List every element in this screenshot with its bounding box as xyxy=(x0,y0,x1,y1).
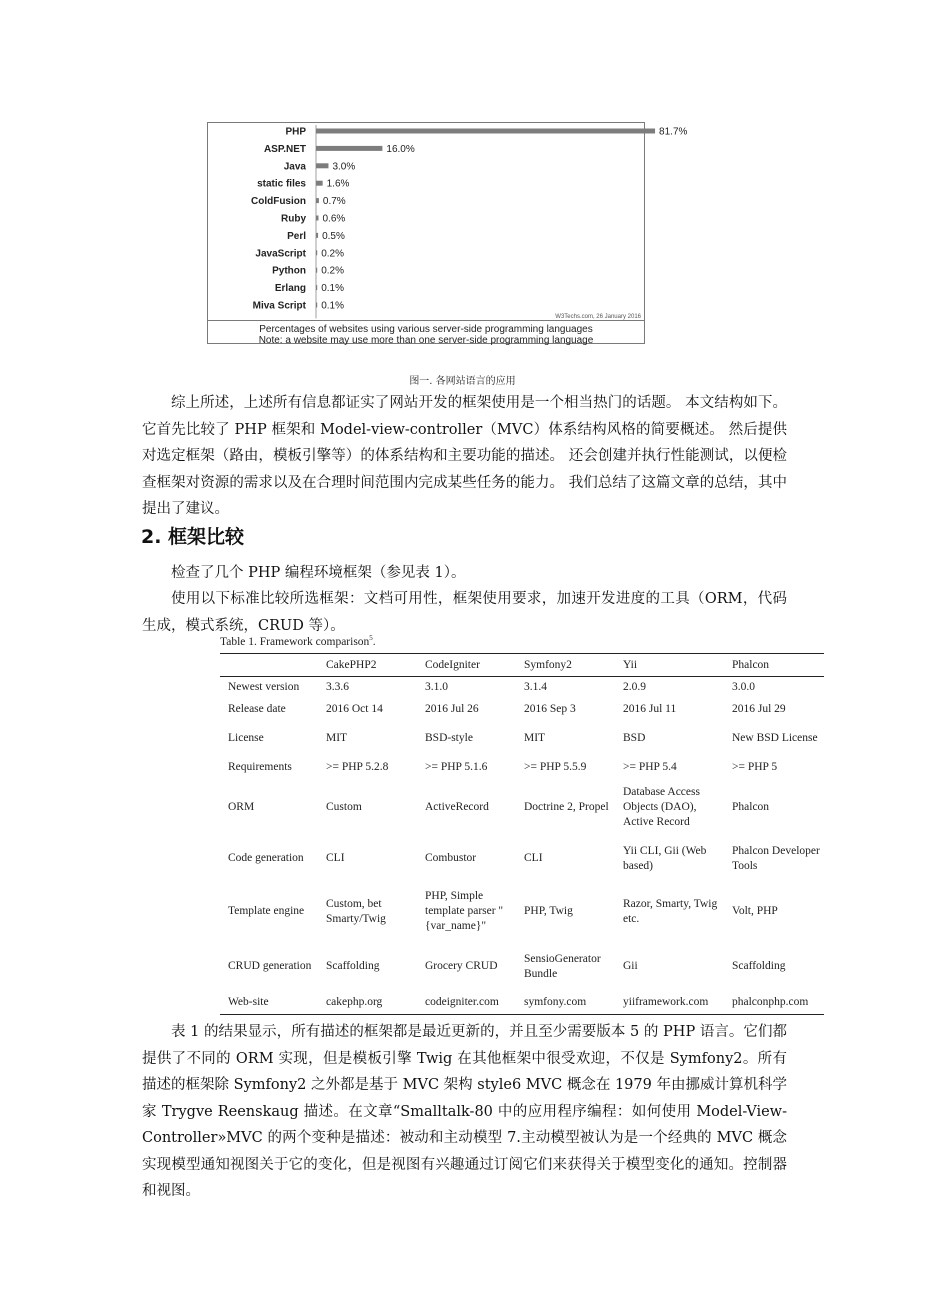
chart-value-label: 0.6% xyxy=(322,213,346,225)
table-row-label: Web-site xyxy=(228,995,269,1008)
table-cell: Custom xyxy=(326,801,362,813)
table-cell: 2016 Jul 26 xyxy=(425,703,479,715)
chart-bar xyxy=(316,250,317,255)
table-cell: 3.1.4 xyxy=(524,681,547,694)
table-row-label: License xyxy=(228,732,264,744)
chart-category-label: Erlang xyxy=(274,283,306,295)
table-row xyxy=(220,757,824,779)
chart-value-label: 0.2% xyxy=(321,248,344,260)
language-usage-chart xyxy=(207,122,688,346)
table-row xyxy=(220,699,824,721)
table-cell: Scaffolding xyxy=(326,960,380,972)
table-cell: 2.0.9 xyxy=(623,681,646,694)
chart-bar xyxy=(316,181,323,186)
chart-notes xyxy=(208,320,644,346)
table-cell: Razor, Smarty, Twig etc. xyxy=(623,897,718,925)
table-header-row xyxy=(220,654,824,677)
table-row-label: Newest version xyxy=(228,681,300,694)
table-row-label: ORM xyxy=(228,801,255,813)
table-cell: Combustor xyxy=(425,852,477,864)
table-cell: yiiframework.com xyxy=(623,995,709,1008)
chart-category-label: Python xyxy=(272,265,306,277)
table-row xyxy=(220,779,824,837)
chart-value-label: 16.0% xyxy=(386,143,415,155)
table-cell: Database Access Objects (DAO), Active Record xyxy=(623,786,700,828)
table-cell: BSD-style xyxy=(425,732,473,744)
table-cell: Yii CLI, Gii (Web based) xyxy=(623,844,707,872)
table-title-footnote: 5 xyxy=(369,634,373,642)
chart-note-1: Percentages of websites using various server-side programming languages xyxy=(259,324,593,335)
chart-source: W3Techs.com, 26 January 2016 xyxy=(555,314,641,320)
table-body xyxy=(220,677,824,1015)
table-cell: Scaffolding xyxy=(732,960,786,972)
table-cell: 2016 Oct 14 xyxy=(326,703,383,715)
table-cell: Custom, bet Smarty/Twig xyxy=(326,897,386,925)
table-cell: 2016 Jul 29 xyxy=(732,703,786,715)
table-title xyxy=(220,634,376,648)
table-header-cell: CodeIgniter xyxy=(425,658,480,671)
chart-bar xyxy=(316,303,317,308)
chart-category-label: Perl xyxy=(287,230,306,242)
paragraph-criteria: 使用以下标准比较所选框架：文档可用性，框架使用要求，加速开发进度的工具（ORM，代码生成，模式系统，CRUD 等）。 xyxy=(142,591,787,634)
intro-paragraph: 综上所述，上述所有信息都证实了网站开发的框架使用是一个相当热门的话题。 本文结构如下。 它首先比较了 PHP 框架和 Model-view-controller（MVC）体系结构风格的简要概述。 然后提供对选定框架（路由，模板引擎等）的体系结构和主要功能的描述。 还会创建并执行性能测试，以便检查框架对资源的需求以及在合理时间范围内完成某些任务的能力。 我们总结了这篇文章的总结，其中提出了建议。 xyxy=(142,395,787,517)
table-row-label: Release date xyxy=(228,703,286,715)
chart-note-2: Note: a website may use more than one server-side programming language xyxy=(258,335,594,346)
chart-value-label: 0.1% xyxy=(321,283,344,295)
table-cell: Volt, PHP xyxy=(732,905,778,917)
table-cell: 3.3.6 xyxy=(326,681,349,694)
table-cell: BSD xyxy=(623,732,646,744)
table-title-period: . xyxy=(372,635,376,648)
framework-comparison-table xyxy=(220,653,824,1015)
table-header-cell: Symfony2 xyxy=(524,658,572,671)
table-row-label: CRUD generation xyxy=(228,960,312,972)
chart-value-label: 81.7% xyxy=(659,126,688,138)
chart-bar xyxy=(316,233,318,238)
table-cell: PHP, Simple template parser "{var_name}" xyxy=(425,890,504,932)
table-cell: >= PHP 5.1.6 xyxy=(425,761,488,773)
paragraph-frameworks-examined: 检查了几个 PHP 编程环境框架（参见表 1）。 xyxy=(171,565,466,581)
results-paragraph: 表 1 的结果显示，所有描述的框架都是最近更新的，并且至少需要版本 5 的 PHP 语言。它们都提供了不同的 ORM 实现，但是模板引擎 Twig 在其他框架中很受欢迎，不仅是 Symfony2。所有描述的框架除 Symfony2 之外都是基于 MVC 架构 style6 MVC 概念在 1979 年由挪威计算机科学家 Trygve Reenskaug 描述。在文章“Smalltalk-80 中的应用程序编程：如何使用 Model-View-Controller»MVC 的两个变种是描述：被动和主动模型 7.主动模型被认为是一个经典的 MVC 概念实现模型通知视图关于它的变化，但是视图有兴趣通过订阅它们来获得关于模型变化的通知。控制器和视图。 xyxy=(142,1024,787,1199)
chart-bar xyxy=(316,268,317,273)
chart-category-label: Ruby xyxy=(281,213,306,225)
chart-value-label: 0.1% xyxy=(321,300,344,312)
table-cell: SensioGenerator Bundle xyxy=(524,952,601,980)
table-cell: PHP, Twig xyxy=(524,905,573,917)
table-cell: MIT xyxy=(524,732,546,744)
table-cell: symfony.com xyxy=(524,995,587,1008)
chart-value-label: 1.6% xyxy=(326,178,350,190)
chart-category-label: PHP xyxy=(285,126,306,138)
chart-value-label: 3.0% xyxy=(332,161,356,173)
chart-category-label: Java xyxy=(283,161,306,173)
table-cell: 3.1.0 xyxy=(425,681,448,694)
table-cell: ActiveRecord xyxy=(425,801,489,813)
chart-category-label: JavaScript xyxy=(255,248,306,260)
table-cell: cakephp.org xyxy=(326,995,383,1008)
table-header-cell xyxy=(220,654,318,677)
chart-bar xyxy=(316,285,317,290)
table-row xyxy=(220,677,824,699)
chart-bar xyxy=(316,129,655,134)
table-row-label: Requirements xyxy=(228,761,292,773)
table-row-label: Code generation xyxy=(228,852,304,864)
table-row xyxy=(220,881,824,943)
table-cell: 2016 Sep 3 xyxy=(524,703,576,715)
table-title-text: Table 1. Framework comparison xyxy=(220,635,370,648)
table-cell: >= PHP 5 xyxy=(732,761,778,773)
chart-bar xyxy=(316,216,318,221)
table-cell: >= PHP 5.5.9 xyxy=(524,761,587,773)
chart-bar xyxy=(316,163,328,168)
chart-value-label: 0.2% xyxy=(321,265,344,277)
table-row xyxy=(220,991,824,1015)
table-cell: Doctrine 2, Propel xyxy=(524,801,609,813)
table-cell: Gii xyxy=(623,960,638,972)
table-cell: 2016 Jul 11 xyxy=(623,703,677,715)
table-cell: phalconphp.com xyxy=(732,995,809,1008)
section-heading: 2. 框架比较 xyxy=(141,526,245,548)
chart-bar xyxy=(316,198,319,203)
table-cell: CLI xyxy=(326,852,345,864)
table-row xyxy=(220,943,824,991)
figure-caption: 图一. 各网站语言的应用 xyxy=(409,376,516,387)
table-row xyxy=(220,837,824,881)
chart-plot xyxy=(208,123,688,319)
chart-category-label: ASP.NET xyxy=(263,143,306,155)
table-cell: >= PHP 5.4 xyxy=(623,761,677,773)
chart-category-label: ColdFusion xyxy=(251,196,306,208)
table-cell: Phalcon Developer Tools xyxy=(732,844,820,872)
table-cell: CLI xyxy=(524,852,543,864)
chart-value-label: 0.5% xyxy=(322,230,345,242)
chart-category-label: Miva Script xyxy=(252,300,306,312)
table-cell: 3.0.0 xyxy=(732,681,755,694)
table-header-cell: CakePHP2 xyxy=(326,658,377,671)
table-cell: New BSD License xyxy=(732,732,818,744)
table-row xyxy=(220,721,824,757)
table-header-cell: Yii xyxy=(623,658,638,671)
chart-category-label: static files xyxy=(257,178,306,190)
chart-value-label: 0.7% xyxy=(322,196,346,208)
table-cell: Phalcon xyxy=(732,801,770,813)
table-cell: Grocery CRUD xyxy=(425,960,498,972)
table-row-label: Template engine xyxy=(228,905,305,917)
table-header-cell: Phalcon xyxy=(732,658,770,671)
table-cell: MIT xyxy=(326,732,348,744)
chart-bar xyxy=(316,146,382,151)
table-cell: >= PHP 5.2.8 xyxy=(326,761,389,773)
table-cell: codeigniter.com xyxy=(425,995,499,1008)
